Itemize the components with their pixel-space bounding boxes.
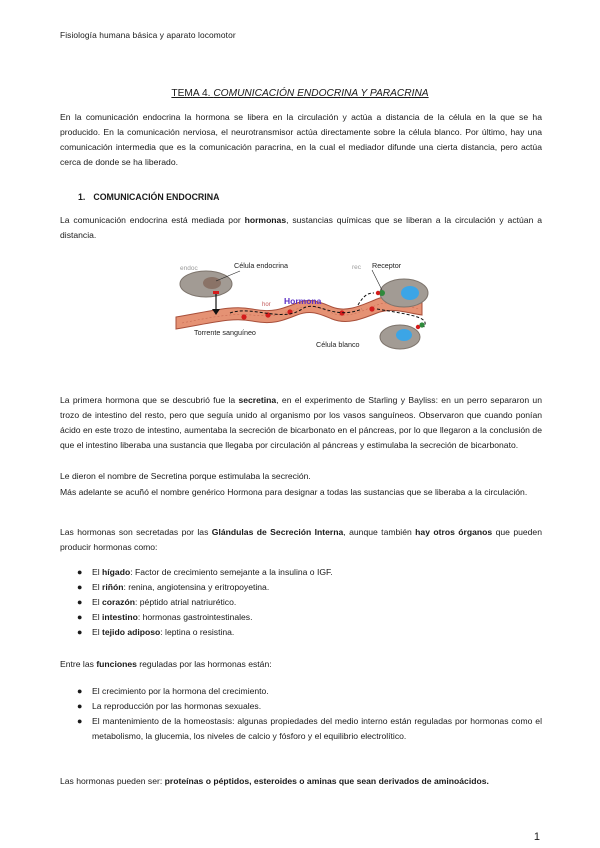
label-bloodstream: Torrente sanguíneo (194, 328, 256, 337)
list-item: ● El tejido adiposo: leptina o resistina. (77, 627, 235, 637)
term-hormone-types: proteínas o péptidos, esteroides o aminas que sean derivados de aminoácidos. (164, 776, 489, 786)
page-number: 1 (533, 831, 540, 843)
glands-paragraph: Las hormonas son secretadas por las Glándulas de Secreción Interna, aunque también hay otros órganos que pueden producir hormonas como: (60, 527, 542, 552)
label-target-cell: Célula blanco (316, 340, 360, 349)
section1-paragraph: La comunicación endocrina está mediada por hormonas, sustancias químicas que se liberan a la circulación y actúan a distancia. (60, 215, 542, 240)
term-hormonas: hormonas (244, 215, 287, 225)
page-title (0, 86, 600, 101)
title-main: COMUNICACIÓN ENDOCRINA Y PARACRINA (213, 88, 429, 99)
secretina-paragraph: La primera hormona que se descubrió fue la secretina, en el experimento de Starling y Bayliss: en un perro separaron un trozo de intestino del resto, pero que seguía unido al organismo por los vasos sanguíneos. Observaron que cuando ponían ácido en este trozo de intestino, aumentaba la secreción de bicarbonato en el páncreas, por lo que llegaron a la conclusión de que el intestino liberaba una sustancia que llegaba por circulación al páncreas y estimulaba la secreción de bicarbonato. (60, 395, 542, 450)
term-glandulas: Glándulas de Secreción Interna (211, 527, 344, 537)
section-heading (78, 190, 219, 205)
organs-list (60, 565, 542, 640)
list-item: ● La reproducción por las hormonas sexuales. (77, 701, 262, 711)
intro-paragraph: En la comunicación endocrina la hormona se libera en la circulación y actúa a distancia de la célula en la que se ha producido. En la comunicación nerviosa, el neurotransmisor actúa directamente sobre la célula blanco. Por último, hay una comunicación intermedia que es la comunicación paracrina, en la cual el mediador difunde una cierta distancia, pero actúa cerca de donde se ha liberado. (60, 112, 542, 167)
list-item: ● El riñón: renina, angiotensina y eritropoyetina. (77, 582, 270, 592)
target-cell-lower-nucleus (396, 329, 412, 341)
functions-paragraph: Entre las funciones reguladas por las hormonas están: (60, 659, 272, 669)
list-item: ● El corazón: péptido atrial natriurético. (77, 597, 237, 607)
term-otros-organos: hay otros órganos (415, 527, 493, 537)
hormone-types-paragraph: Las hormonas pueden ser: proteínas o péptidos, esteroides o aminas que sean derivados de aminoácidos. (60, 776, 489, 786)
section-number: 1. (78, 192, 86, 202)
title-prefix: TEMA 4. (171, 88, 211, 99)
list-item: ● El mantenimiento de la homeostasis: algunas propiedades del medio interno están reguladas por hormonas como el metabolismo, la glucemia, los niveles de calcio y fósforo y el equilibrio electrolítico. (77, 716, 542, 741)
ghost-label-hor: hor (262, 302, 271, 308)
label-receptor: Receptor (372, 261, 402, 270)
label-endocrine-cell: Célula endocrina (234, 261, 288, 270)
ghost-label-endoc: endoc (180, 265, 198, 272)
endocrine-diagram (172, 255, 436, 355)
endocrine-cell-nucleus (203, 277, 221, 289)
term-funciones: funciones (96, 659, 137, 669)
target-cell-upper-nucleus (401, 286, 419, 300)
term-secretina: secretina (238, 395, 277, 405)
functions-list (60, 684, 542, 744)
running-header: Fisiología humana básica y aparato locomotor (60, 30, 236, 40)
section-title: COMUNICACIÓN ENDOCRINA (93, 192, 220, 202)
list-item: ● El intestino: hormonas gastrointestinales. (77, 612, 253, 622)
hormona-term-paragraph: Más adelante se acuñó el nombre genérico Hormona para designar a todas las sustancias que se liberaba a la circulación. (60, 487, 528, 497)
secretina-name-paragraph: Le dieron el nombre de Secretina porque estimulaba la secreción. (60, 471, 311, 481)
label-hormone: Hormona (284, 296, 322, 306)
hormone-particle (241, 314, 246, 319)
hormone-particle (369, 306, 374, 311)
ghost-label-rec: rec (352, 264, 362, 271)
list-item: ● El crecimiento por la hormona del crecimiento. (77, 686, 269, 696)
list-item: ● El hígado: Factor de crecimiento semejante a la insulina o IGF. (77, 567, 333, 577)
